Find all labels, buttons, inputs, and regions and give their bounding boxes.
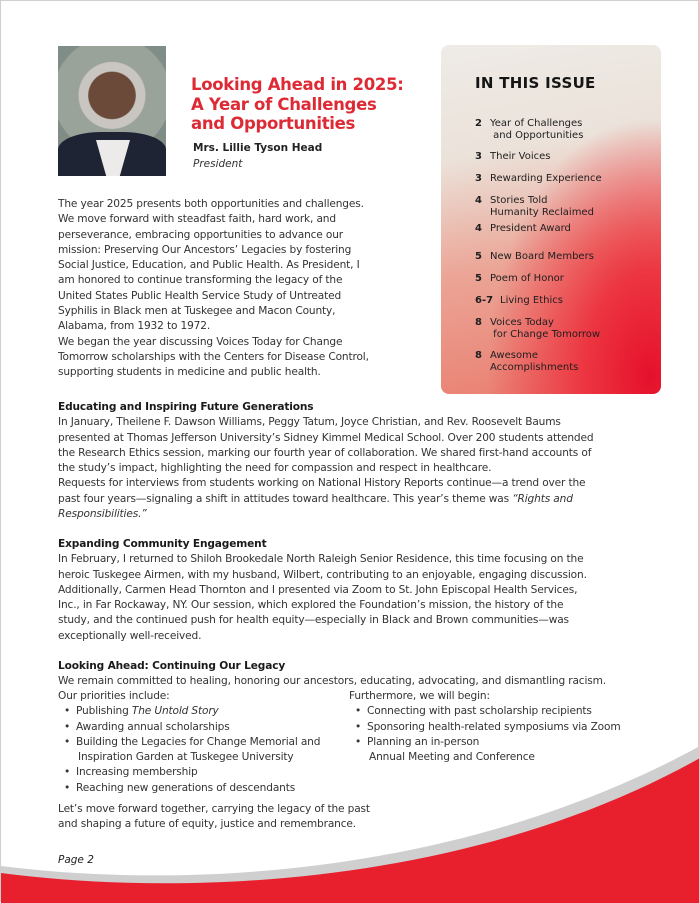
toc-title-line: Rewarding Experience bbox=[490, 173, 602, 184]
toc-item-title bbox=[490, 273, 564, 285]
text-line: Additionally, Carmen Head Thornton and I presented via Zoom to St. John Episcopal Health Services, bbox=[58, 583, 578, 596]
text-line: In February, I returned to Shiloh Brookedale North Raleigh Senior Residence, this time focusing on the bbox=[58, 553, 584, 566]
text-span: Building the Legacies for Change Memorial and bbox=[76, 735, 321, 748]
text-line: We move forward with steadfast faith, hard work, and bbox=[58, 213, 336, 226]
toc-title-line: Stories Told bbox=[490, 195, 548, 206]
toc-item[interactable] bbox=[475, 223, 571, 235]
toc-page-number: 5 bbox=[475, 273, 482, 284]
text-line: In January, Theilene F. Dawson Williams, Peggy Tatum, Joyce Christian, and Rev. Roosevelt Baums bbox=[58, 416, 561, 429]
text-line: study, and the continued push for health equity—especially in Black and Brown communities—was bbox=[58, 614, 569, 627]
toc-title-line: Living Ethics bbox=[500, 295, 563, 306]
toc-page-number: 3 bbox=[475, 151, 482, 162]
text-span: Publishing bbox=[76, 705, 132, 718]
text-line: We began the year discussing Voices Today for Change bbox=[58, 335, 343, 348]
text-line: the study’s impact, highlighting the need for compassion and respect in healthcare. bbox=[58, 462, 492, 475]
text-line: United States Public Health Service Study of Untreated bbox=[58, 289, 342, 302]
text-line: mission: Preserving Our Ancestors’ Legacies by fostering bbox=[58, 243, 352, 256]
text-line: am honored to continue transforming the legacy of the bbox=[58, 274, 343, 287]
section-line: We remain committed to healing, honoring our ancestors, educating, advocating, and dismantling racism. bbox=[58, 675, 607, 688]
section-heading: Educating and Inspiring Future Generations bbox=[58, 401, 314, 413]
list-item: • Reaching new generations of descendants bbox=[64, 781, 296, 794]
text-span: Awarding annual scholarships bbox=[76, 720, 230, 733]
theme-italic: Responsibilities.” bbox=[58, 508, 147, 521]
toc-item-title bbox=[490, 251, 594, 263]
text-span: past four years—signaling a shift in attitudes toward healthcare. This year’s theme was bbox=[58, 492, 513, 505]
toc-item-title bbox=[490, 223, 571, 235]
text-span: Annual Meeting and Conference bbox=[369, 751, 535, 764]
in-this-issue-box bbox=[441, 45, 661, 394]
toc-title-line: Their Voices bbox=[490, 151, 551, 162]
toc-page-number: 5 bbox=[475, 251, 482, 262]
author-role: President bbox=[193, 158, 243, 170]
text-line: Requests for interviews from students working on National History Reports continue—a trend over the bbox=[58, 477, 586, 490]
closing-line: and shaping a future of equity, justice and remembrance. bbox=[58, 818, 356, 831]
text-line: perseverance, embracing opportunities to advance our bbox=[58, 228, 343, 241]
toc-page-number: 6-7 bbox=[475, 295, 494, 306]
section-educating bbox=[58, 400, 593, 522]
toc-title-line: Year of Challenges bbox=[490, 118, 583, 129]
toc-title-line: Humanity Reclaimed bbox=[490, 206, 594, 218]
text-span: Inspiration Garden at Tuskegee University bbox=[78, 751, 294, 764]
toc-item-title bbox=[490, 118, 583, 141]
toc-page-number: 4 bbox=[475, 195, 482, 206]
section-looking-ahead bbox=[58, 659, 606, 690]
text-line: exceptionally well-received. bbox=[58, 629, 202, 642]
toc-title-line: President Award bbox=[490, 223, 571, 234]
section-heading: Expanding Community Engagement bbox=[58, 538, 267, 550]
section-line bbox=[58, 492, 593, 507]
text-line: Social Justice, Education, and Public Health. As President, I bbox=[58, 259, 360, 272]
toc-title-line: Awesome bbox=[490, 350, 538, 361]
page-number: Page 2 bbox=[58, 854, 94, 866]
toc-title-line: Accomplishments bbox=[490, 361, 579, 373]
toc-item[interactable] bbox=[475, 195, 594, 218]
toc-page-number: 8 bbox=[475, 350, 482, 361]
toc-title-line: and Opportunities bbox=[490, 129, 584, 141]
plans-intro: Furthermore, we will begin: bbox=[349, 690, 490, 702]
text-span: Sponsoring health-related symposiums via Zoom bbox=[367, 720, 621, 733]
text-line: Tomorrow scholarships with the Centers for Disease Control, bbox=[58, 350, 369, 363]
toc-item[interactable] bbox=[475, 151, 551, 163]
text-line: the Research Ethics session, marking our fourth year of collaboration. We shared first-hand accounts of bbox=[58, 446, 592, 459]
list-item: • Planning an in-person Annual Meeting and Conference bbox=[355, 735, 535, 764]
list-item: • Awarding annual scholarships bbox=[64, 720, 230, 733]
section-line bbox=[58, 507, 593, 522]
text-span: Planning an in-person bbox=[367, 735, 480, 748]
text-span: Reaching new generations of descendants bbox=[76, 781, 296, 794]
toc-item-title bbox=[490, 350, 578, 373]
theme-italic: “Rights and bbox=[512, 492, 573, 505]
intro-paragraph bbox=[58, 197, 369, 381]
section-community bbox=[58, 537, 587, 644]
toc-title-line: New Board Members bbox=[490, 251, 594, 262]
toc-item[interactable] bbox=[475, 251, 594, 263]
toc-title-line: Voices Today bbox=[490, 317, 554, 328]
toc-item[interactable] bbox=[475, 295, 563, 307]
title-line: A Year of Challenges bbox=[191, 94, 377, 114]
article-title bbox=[191, 75, 421, 134]
toc-item-title bbox=[490, 173, 602, 185]
text-line: Syphilis in Black men at Tuskegee and Macon County, bbox=[58, 305, 336, 318]
text-line: presented at Thomas Jefferson University’s Sidney Kimmel Medical School. Over 200 students attended bbox=[58, 431, 594, 444]
title-line: and Opportunities bbox=[191, 114, 356, 133]
toc-item-title bbox=[490, 151, 551, 163]
toc-item[interactable] bbox=[475, 173, 602, 185]
section-heading: Looking Ahead: Continuing Our Legacy bbox=[58, 660, 286, 672]
priorities-intro: Our priorities include: bbox=[58, 690, 170, 702]
toc-item-title bbox=[500, 295, 563, 307]
list-item: • Building the Legacies for Change Memorial and Inspiration Garden at Tuskegee University bbox=[64, 735, 321, 764]
toc-page-number: 3 bbox=[475, 173, 482, 184]
title-line: Looking Ahead in 2025: bbox=[191, 75, 404, 94]
toc-item[interactable] bbox=[475, 273, 564, 285]
list-item: • Publishing The Untold Story bbox=[64, 705, 219, 718]
closing-line: Let’s move forward together, carrying the legacy of the past bbox=[58, 803, 370, 815]
toc-item-title bbox=[490, 317, 600, 340]
toc-title-line: for Change Tomorrow bbox=[490, 328, 601, 340]
toc-page-number: 2 bbox=[475, 118, 482, 129]
text-line: The year 2025 presents both opportunities and challenges. bbox=[58, 198, 364, 210]
text-span: Connecting with past scholarship recipients bbox=[367, 705, 592, 718]
president-photo bbox=[58, 46, 166, 176]
toc-page-number: 8 bbox=[475, 317, 482, 328]
toc-title-line: Poem of Honor bbox=[490, 273, 564, 284]
author-name: Mrs. Lillie Tyson Head bbox=[193, 142, 323, 154]
book-title: The Untold Story bbox=[131, 705, 219, 718]
list-item: • Increasing membership bbox=[64, 766, 198, 779]
text-line: supporting students in medicine and public health. bbox=[58, 366, 321, 379]
toc-item[interactable] bbox=[475, 350, 578, 373]
toc-page-number: 4 bbox=[475, 223, 482, 234]
text-line: Inc., in Far Rockaway, NY. Our session, which explored the Foundation’s mission, the history of the bbox=[58, 599, 564, 612]
text-line: heroic Tuskegee Airmen, with my husband, Wilbert, contributing to an enjoyable, engaging discussion. bbox=[58, 568, 587, 581]
footer-wave bbox=[1, 721, 699, 903]
toc-item[interactable] bbox=[475, 118, 583, 141]
text-line: Alabama, from 1932 to 1972. bbox=[58, 320, 211, 333]
list-item: • Connecting with past scholarship recipients bbox=[355, 705, 592, 718]
toc-item-title bbox=[490, 195, 594, 218]
toc-item[interactable] bbox=[475, 317, 600, 340]
list-item: • Sponsoring health-related symposiums via Zoom bbox=[355, 720, 621, 733]
toc-title: IN THIS ISSUE bbox=[475, 74, 596, 92]
text-span: Increasing membership bbox=[76, 766, 198, 779]
